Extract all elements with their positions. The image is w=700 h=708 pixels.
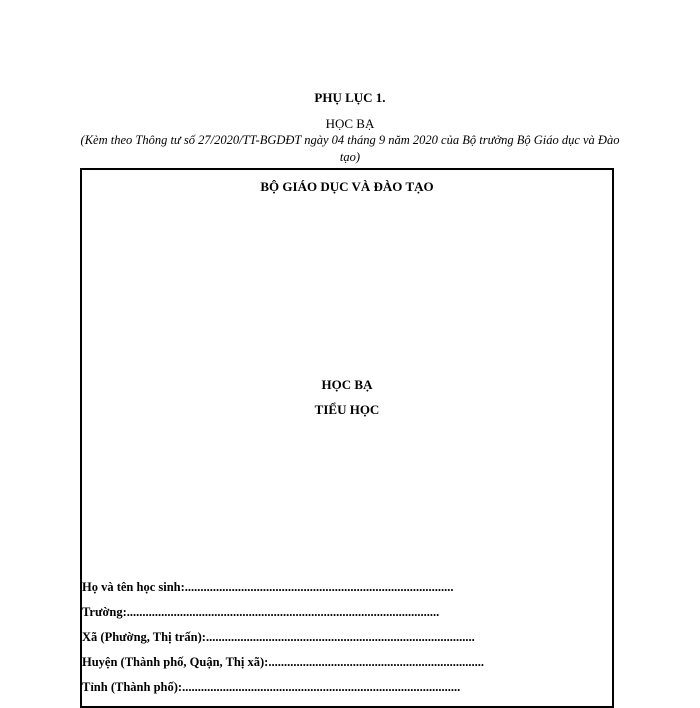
field-value: ...................................................................................... [205, 630, 475, 644]
field-school [82, 605, 612, 630]
student-info-fields [82, 580, 612, 705]
cover-frame [80, 168, 614, 708]
field-value: ......................................................................................... [182, 680, 461, 694]
cover-title: HỌC BẠ [321, 377, 373, 392]
field-value: .................................................................................................... [126, 605, 440, 619]
appendix-title: PHỤ LỤC 1. [314, 90, 386, 105]
document-title: HỌC BẠ [325, 116, 375, 131]
field-label: Trường: [82, 605, 127, 619]
field-label: Họ và tên học sinh: [82, 580, 185, 594]
document-note: (Kèm theo Thông tư số 27/2020/TT-BGDĐT ngày 04 tháng 9 năm 2020 của Bộ trưởng Bộ Giáo dục và Đào tạo) [80, 133, 620, 164]
field-district [82, 655, 612, 680]
field-commune [82, 630, 612, 655]
field-value: ..................................................................... [268, 655, 484, 669]
field-label: Xã (Phường, Thị trấn): [82, 630, 206, 644]
field-label: Tỉnh (Thành phố): [82, 680, 183, 694]
field-student-name [82, 580, 612, 605]
field-label: Huyện (Thành phố, Quận, Thị xã): [82, 655, 269, 669]
field-value: ...................................................................................... [184, 580, 454, 594]
cover-subtitle: TIỂU HỌC [314, 402, 380, 417]
ministry-name: BỘ GIÁO DỤC VÀ ĐÀO TẠO [260, 179, 434, 194]
field-province [82, 680, 612, 705]
